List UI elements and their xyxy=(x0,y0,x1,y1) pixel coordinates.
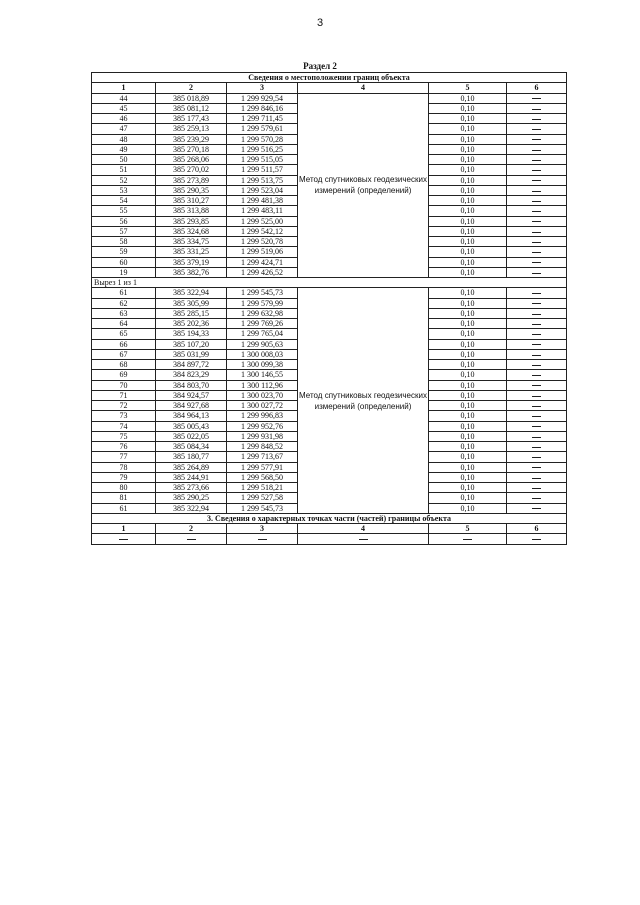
accuracy-cell: 0,10 xyxy=(429,503,507,513)
dash-mark xyxy=(532,488,541,489)
dash-mark xyxy=(532,355,541,356)
x-coordinate-cell: 385 322,94 xyxy=(156,503,227,513)
dash-mark xyxy=(359,539,368,540)
accuracy-note-cell xyxy=(507,267,567,277)
point-number-cell: 55 xyxy=(92,206,156,216)
point-number-cell: 75 xyxy=(92,431,156,441)
dash-mark xyxy=(532,170,541,171)
dash-mark xyxy=(532,191,541,192)
point-number-cell: 45 xyxy=(92,103,156,113)
y-coordinate-cell: 1 299 568,50 xyxy=(227,472,298,482)
x-coordinate-cell: 384 927,68 xyxy=(156,401,227,411)
column-header: 2 xyxy=(156,83,227,93)
x-coordinate-cell: 385 180,77 xyxy=(156,452,227,462)
point-number-cell: 56 xyxy=(92,216,156,226)
y-coordinate-cell: 1 299 996,83 xyxy=(227,411,298,421)
point-number-cell: 62 xyxy=(92,298,156,308)
accuracy-note-cell xyxy=(507,401,567,411)
y-coordinate-cell: 1 299 545,73 xyxy=(227,503,298,513)
section3-header-row xyxy=(92,524,567,534)
point-number-cell: 80 xyxy=(92,483,156,493)
accuracy-note-cell xyxy=(429,534,507,544)
point-number-cell: 49 xyxy=(92,144,156,154)
x-coordinate-cell: 385 324,68 xyxy=(156,226,227,236)
y-coordinate-cell: 1 299 519,06 xyxy=(227,247,298,257)
accuracy-cell: 0,10 xyxy=(429,319,507,329)
dash-mark xyxy=(532,262,541,263)
x-coordinate-cell: 385 313,88 xyxy=(156,206,227,216)
section3-empty-row xyxy=(92,534,567,544)
accuracy-cell: 0,10 xyxy=(429,103,507,113)
accuracy-note-cell xyxy=(507,165,567,175)
column-header: 1 xyxy=(92,524,156,534)
dash-mark xyxy=(532,375,541,376)
y-coordinate-cell: 1 299 481,38 xyxy=(227,196,298,206)
accuracy-note-cell xyxy=(507,257,567,267)
x-coordinate-cell: 384 924,57 xyxy=(156,390,227,400)
accuracy-note-cell xyxy=(298,534,429,544)
column-header: 4 xyxy=(298,83,429,93)
point-number-cell: 19 xyxy=(92,267,156,277)
x-coordinate-cell: 385 290,25 xyxy=(156,493,227,503)
x-coordinate-cell: 384 964,13 xyxy=(156,411,227,421)
column-header: 5 xyxy=(429,524,507,534)
point-number-cell: 69 xyxy=(92,370,156,380)
accuracy-cell: 0,10 xyxy=(429,114,507,124)
y-coordinate-cell: 1 299 632,98 xyxy=(227,308,298,318)
point-number-cell: 73 xyxy=(92,411,156,421)
y-coordinate-cell: 1 299 769,26 xyxy=(227,319,298,329)
accuracy-cell: 0,10 xyxy=(429,237,507,247)
point-number-cell: 53 xyxy=(92,185,156,195)
x-coordinate-cell: 385 194,33 xyxy=(156,329,227,339)
x-coordinate-cell: 385 081,12 xyxy=(156,103,227,113)
point-number-cell: 76 xyxy=(92,442,156,452)
dash-mark xyxy=(532,221,541,222)
cut-label-row xyxy=(92,278,567,288)
dash-mark xyxy=(532,396,541,397)
y-coordinate-cell: 1 299 542,12 xyxy=(227,226,298,236)
accuracy-cell: 0,10 xyxy=(429,349,507,359)
point-number-cell: 51 xyxy=(92,165,156,175)
dash-mark xyxy=(532,160,541,161)
x-coordinate-cell: 385 268,06 xyxy=(156,155,227,165)
point-number-cell: 50 xyxy=(92,155,156,165)
point-number-cell: 78 xyxy=(92,462,156,472)
accuracy-cell: 0,10 xyxy=(429,472,507,482)
point-number-cell: 63 xyxy=(92,308,156,318)
point-number-cell: 79 xyxy=(92,472,156,482)
y-coordinate-cell: 1 299 545,73 xyxy=(227,288,298,298)
x-coordinate-cell: 385 379,19 xyxy=(156,257,227,267)
accuracy-note-cell xyxy=(507,339,567,349)
accuracy-note-cell xyxy=(507,216,567,226)
accuracy-note-cell xyxy=(507,452,567,462)
point-number-cell: 74 xyxy=(92,421,156,431)
accuracy-cell: 0,10 xyxy=(429,155,507,165)
x-coordinate-cell: 384 803,70 xyxy=(156,380,227,390)
section3-title-row xyxy=(92,513,567,523)
column-header: 6 xyxy=(507,524,567,534)
y-coordinate-cell: 1 299 711,45 xyxy=(227,114,298,124)
y-coordinate-cell: 1 299 483,11 xyxy=(227,206,298,216)
dash-mark xyxy=(532,426,541,427)
y-coordinate-cell: 1 299 527,58 xyxy=(227,493,298,503)
y-coordinate-cell: 1 299 577,91 xyxy=(227,462,298,472)
dash-mark xyxy=(532,180,541,181)
accuracy-cell: 0,10 xyxy=(429,390,507,400)
dash-mark xyxy=(532,334,541,335)
x-coordinate-cell: 385 310,27 xyxy=(156,196,227,206)
page-number: 3 xyxy=(316,17,324,29)
accuracy-note-cell xyxy=(507,483,567,493)
point-number-cell: 65 xyxy=(92,329,156,339)
accuracy-note-cell xyxy=(507,298,567,308)
accuracy-cell: 0,10 xyxy=(429,452,507,462)
x-coordinate-cell: 385 244,91 xyxy=(156,472,227,482)
y-coordinate-cell: 1 299 523,04 xyxy=(227,185,298,195)
x-coordinate-cell: 385 084,34 xyxy=(156,442,227,452)
accuracy-cell: 0,10 xyxy=(429,196,507,206)
x-coordinate-cell: 385 018,89 xyxy=(156,93,227,103)
accuracy-note-cell xyxy=(507,134,567,144)
accuracy-cell: 0,10 xyxy=(429,185,507,195)
accuracy-note-cell xyxy=(507,288,567,298)
y-coordinate-cell: 1 299 952,76 xyxy=(227,421,298,431)
accuracy-note-cell xyxy=(507,370,567,380)
accuracy-cell: 0,10 xyxy=(429,267,507,277)
x-coordinate-cell: 385 331,25 xyxy=(156,247,227,257)
accuracy-cell: 0,10 xyxy=(429,144,507,154)
accuracy-note-cell xyxy=(507,380,567,390)
accuracy-note-cell xyxy=(507,462,567,472)
column-header: 5 xyxy=(429,83,507,93)
accuracy-cell: 0,10 xyxy=(429,308,507,318)
y-coordinate-cell: 1 299 765,04 xyxy=(227,329,298,339)
dash-mark xyxy=(532,539,541,540)
point-number-cell: 59 xyxy=(92,247,156,257)
point-number-cell: 61 xyxy=(92,288,156,298)
y-coordinate-cell: 1 299 518,21 xyxy=(227,483,298,493)
accuracy-note-cell xyxy=(507,411,567,421)
column-header-row xyxy=(92,83,567,93)
column-header: 2 xyxy=(156,524,227,534)
accuracy-note-cell xyxy=(507,155,567,165)
y-coordinate-cell: 1 299 515,05 xyxy=(227,155,298,165)
x-coordinate-cell: 385 293,85 xyxy=(156,216,227,226)
point-number-cell: 60 xyxy=(92,257,156,267)
accuracy-cell: 0,10 xyxy=(429,93,507,103)
dash-mark xyxy=(532,447,541,448)
accuracy-note-cell xyxy=(507,431,567,441)
point-number-cell: 57 xyxy=(92,226,156,236)
accuracy-cell: 0,10 xyxy=(429,421,507,431)
dash-mark xyxy=(463,539,472,540)
accuracy-note-cell xyxy=(507,144,567,154)
dash-mark xyxy=(532,119,541,120)
y-coordinate-cell: 1 299 929,54 xyxy=(227,93,298,103)
x-coordinate-cell: 385 107,20 xyxy=(156,339,227,349)
accuracy-cell: 0,10 xyxy=(429,431,507,441)
accuracy-note-cell xyxy=(507,196,567,206)
x-coordinate-cell: 385 273,89 xyxy=(156,175,227,185)
accuracy-cell: 0,10 xyxy=(429,216,507,226)
method-cell: Метод спутниковых геодезических измерений (определений) xyxy=(298,93,429,278)
accuracy-note-cell xyxy=(92,534,156,544)
accuracy-note-cell xyxy=(507,175,567,185)
y-coordinate-cell: 1 299 516,25 xyxy=(227,144,298,154)
y-coordinate-cell: 1 300 112,96 xyxy=(227,380,298,390)
dash-mark xyxy=(532,385,541,386)
accuracy-note-cell xyxy=(507,103,567,113)
point-number-cell: 68 xyxy=(92,360,156,370)
point-number-cell: 72 xyxy=(92,401,156,411)
x-coordinate-cell: 385 382,76 xyxy=(156,267,227,277)
dash-mark xyxy=(532,98,541,99)
accuracy-cell: 0,10 xyxy=(429,206,507,216)
x-coordinate-cell: 385 273,66 xyxy=(156,483,227,493)
accuracy-cell: 0,10 xyxy=(429,483,507,493)
cut-label: Вырез 1 из 1 xyxy=(92,278,567,288)
dash-mark xyxy=(532,201,541,202)
accuracy-cell: 0,10 xyxy=(429,329,507,339)
accuracy-note-cell xyxy=(507,360,567,370)
accuracy-note-cell xyxy=(507,349,567,359)
y-coordinate-cell: 1 299 713,67 xyxy=(227,452,298,462)
dash-mark xyxy=(532,416,541,417)
accuracy-note-cell xyxy=(507,534,567,544)
accuracy-note-cell xyxy=(507,185,567,195)
dash-mark xyxy=(532,150,541,151)
dash-mark xyxy=(532,273,541,274)
accuracy-cell: 0,10 xyxy=(429,462,507,472)
x-coordinate-cell: 385 322,94 xyxy=(156,288,227,298)
accuracy-note-cell xyxy=(507,237,567,247)
point-number-cell: 64 xyxy=(92,319,156,329)
accuracy-note-cell xyxy=(507,329,567,339)
accuracy-cell: 0,10 xyxy=(429,134,507,144)
accuracy-note-cell xyxy=(507,206,567,216)
section-title: Раздел 2 xyxy=(303,61,337,71)
table-row xyxy=(92,93,567,103)
accuracy-cell: 0,10 xyxy=(429,298,507,308)
dash-mark xyxy=(532,406,541,407)
x-coordinate-cell: 384 823,29 xyxy=(156,370,227,380)
dash-mark xyxy=(532,139,541,140)
point-number-cell: 54 xyxy=(92,196,156,206)
accuracy-cell: 0,10 xyxy=(429,288,507,298)
accuracy-note-cell xyxy=(156,534,227,544)
point-number-cell: 66 xyxy=(92,339,156,349)
point-number-cell: 61 xyxy=(92,503,156,513)
x-coordinate-cell: 385 264,89 xyxy=(156,462,227,472)
dash-mark xyxy=(532,437,541,438)
accuracy-note-cell xyxy=(507,442,567,452)
dash-mark xyxy=(532,365,541,366)
accuracy-note-cell xyxy=(227,534,298,544)
y-coordinate-cell: 1 299 570,28 xyxy=(227,134,298,144)
accuracy-cell: 0,10 xyxy=(429,247,507,257)
point-number-cell: 70 xyxy=(92,380,156,390)
dash-mark xyxy=(532,324,541,325)
accuracy-note-cell xyxy=(507,503,567,513)
y-coordinate-cell: 1 300 027,72 xyxy=(227,401,298,411)
point-number-cell: 46 xyxy=(92,114,156,124)
x-coordinate-cell: 385 005,43 xyxy=(156,421,227,431)
accuracy-cell: 0,10 xyxy=(429,401,507,411)
dash-mark xyxy=(532,344,541,345)
point-number-cell: 48 xyxy=(92,134,156,144)
dash-mark xyxy=(532,467,541,468)
point-number-cell: 52 xyxy=(92,175,156,185)
x-coordinate-cell: 385 290,35 xyxy=(156,185,227,195)
accuracy-cell: 0,10 xyxy=(429,124,507,134)
dash-mark xyxy=(532,109,541,110)
accuracy-cell: 0,10 xyxy=(429,380,507,390)
x-coordinate-cell: 384 897,72 xyxy=(156,360,227,370)
column-header: 1 xyxy=(92,83,156,93)
x-coordinate-cell: 385 022,05 xyxy=(156,431,227,441)
accuracy-cell: 0,10 xyxy=(429,165,507,175)
x-coordinate-cell: 385 239,29 xyxy=(156,134,227,144)
accuracy-cell: 0,10 xyxy=(429,493,507,503)
x-coordinate-cell: 385 305,99 xyxy=(156,298,227,308)
point-number-cell: 81 xyxy=(92,493,156,503)
accuracy-note-cell xyxy=(507,226,567,236)
accuracy-note-cell xyxy=(507,472,567,482)
dash-mark xyxy=(532,457,541,458)
accuracy-cell: 0,10 xyxy=(429,257,507,267)
dash-mark xyxy=(532,293,541,294)
dash-mark xyxy=(532,242,541,243)
y-coordinate-cell: 1 300 008,03 xyxy=(227,349,298,359)
y-coordinate-cell: 1 299 846,16 xyxy=(227,103,298,113)
dash-mark xyxy=(258,539,267,540)
y-coordinate-cell: 1 299 513,75 xyxy=(227,175,298,185)
y-coordinate-cell: 1 299 579,61 xyxy=(227,124,298,134)
point-number-cell: 44 xyxy=(92,93,156,103)
accuracy-cell: 0,10 xyxy=(429,442,507,452)
column-header: 4 xyxy=(298,524,429,534)
point-number-cell: 47 xyxy=(92,124,156,134)
x-coordinate-cell: 385 177,43 xyxy=(156,114,227,124)
x-coordinate-cell: 385 334,75 xyxy=(156,237,227,247)
accuracy-note-cell xyxy=(507,319,567,329)
accuracy-note-cell xyxy=(507,124,567,134)
x-coordinate-cell: 385 285,15 xyxy=(156,308,227,318)
accuracy-note-cell xyxy=(507,493,567,503)
y-coordinate-cell: 1 299 426,52 xyxy=(227,267,298,277)
y-coordinate-cell: 1 299 511,57 xyxy=(227,165,298,175)
x-coordinate-cell: 385 270,18 xyxy=(156,144,227,154)
accuracy-cell: 0,10 xyxy=(429,411,507,421)
accuracy-cell: 0,10 xyxy=(429,226,507,236)
dash-mark xyxy=(532,508,541,509)
point-number-cell: 71 xyxy=(92,390,156,400)
x-coordinate-cell: 385 270,02 xyxy=(156,165,227,175)
dash-mark xyxy=(532,211,541,212)
y-coordinate-cell: 1 299 931,98 xyxy=(227,431,298,441)
x-coordinate-cell: 385 031,99 xyxy=(156,349,227,359)
column-header: 3 xyxy=(227,524,298,534)
section3-title: 3. Сведения о характерных точках части (частей) границы объекта xyxy=(92,513,567,523)
table-row xyxy=(92,288,567,298)
y-coordinate-cell: 1 299 424,71 xyxy=(227,257,298,267)
accuracy-cell: 0,10 xyxy=(429,360,507,370)
y-coordinate-cell: 1 299 525,00 xyxy=(227,216,298,226)
y-coordinate-cell: 1 300 023,70 xyxy=(227,390,298,400)
method-cell: Метод спутниковых геодезических измерений (определений) xyxy=(298,288,429,514)
y-coordinate-cell: 1 299 579,99 xyxy=(227,298,298,308)
y-coordinate-cell: 1 300 099,38 xyxy=(227,360,298,370)
accuracy-note-cell xyxy=(507,93,567,103)
y-coordinate-cell: 1 299 520,78 xyxy=(227,237,298,247)
dash-mark xyxy=(532,314,541,315)
point-number-cell: 77 xyxy=(92,452,156,462)
dash-mark xyxy=(119,539,128,540)
dash-mark xyxy=(187,539,196,540)
dash-mark xyxy=(532,252,541,253)
y-coordinate-cell: 1 299 905,63 xyxy=(227,339,298,349)
x-coordinate-cell: 385 202,36 xyxy=(156,319,227,329)
accuracy-note-cell xyxy=(507,390,567,400)
dash-mark xyxy=(532,303,541,304)
accuracy-note-cell xyxy=(507,308,567,318)
dash-mark xyxy=(532,478,541,479)
y-coordinate-cell: 1 300 146,55 xyxy=(227,370,298,380)
column-header: 6 xyxy=(507,83,567,93)
point-number-cell: 67 xyxy=(92,349,156,359)
table-caption: Сведения о местоположении границ объекта xyxy=(92,73,567,83)
accuracy-note-cell xyxy=(507,247,567,257)
table-caption-row xyxy=(92,73,567,83)
dash-mark xyxy=(532,232,541,233)
x-coordinate-cell: 385 259,13 xyxy=(156,124,227,134)
point-number-cell: 58 xyxy=(92,237,156,247)
dash-mark xyxy=(532,129,541,130)
accuracy-note-cell xyxy=(507,421,567,431)
boundary-table xyxy=(91,72,567,545)
dash-mark xyxy=(532,498,541,499)
accuracy-note-cell xyxy=(507,114,567,124)
accuracy-cell: 0,10 xyxy=(429,339,507,349)
accuracy-cell: 0,10 xyxy=(429,175,507,185)
column-header: 3 xyxy=(227,83,298,93)
y-coordinate-cell: 1 299 848,52 xyxy=(227,442,298,452)
accuracy-cell: 0,10 xyxy=(429,370,507,380)
